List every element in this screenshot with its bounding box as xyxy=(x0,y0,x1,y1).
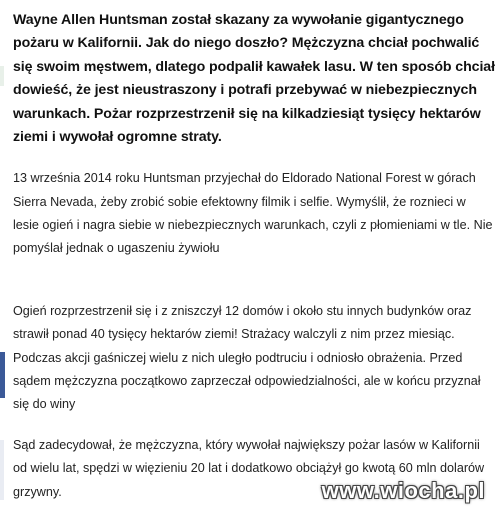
article-body xyxy=(13,0,495,504)
left-edge-accent xyxy=(0,440,4,500)
article-paragraph: 13 września 2014 roku Huntsman przyjechał do Eldorado National Forest w górach Sierra Nevada, żeby zrobić sobie efektowny filmik i selfie. Wymyślił, że roznieci w lesie ogień i nagra siebie w niebezpiecznych warunkach, czyli z płomieniami w tle. Nie pomyślał jednak o ugaszeniu żywiołu xyxy=(13,171,493,256)
left-edge-accent xyxy=(0,66,4,86)
article-paragraph: Ogień rozprzestrzenił się i z zniszczył 12 domów i około stu innych budynków oraz strawił ponad 40 tysięcy hektarów ziemi! Strażacy walczyli z nim przez miesiąc. Podczas akcji gaśniczej wielu z nich uległo podtruciu i odniosło obrażenia. Przed sądem mężczyzna początkowo zaprzeczał odpowiedzialności, ale w końcu przyznał się do winy xyxy=(13,304,481,412)
site-watermark: www.wiocha.pl xyxy=(321,478,485,503)
article-lead: Wayne Allen Huntsman został skazany za wywołanie gigantycznego pożaru w Kalifornii. Jak do niego doszło? Mężczyzna chciał pochwalić się swoim męstwem, dlatego podpalił kawałek lasu. W ten sposób chciał dowieść, że jest nieustraszony i potrafi przebywać w niebezpiecznych warunkach. Pożar rozprzestrzenił się na kilkadziesiąt tysięcy hektarów ziemi i wywołał ogromne straty. xyxy=(13,12,495,146)
share-sidebar-strip[interactable] xyxy=(0,352,5,398)
article-paragraph: Sąd zadecydował, że mężczyzna, który wywołał największy pożar lasów w Kalifornii od wielu lat, spędzi w więzieniu 20 lat i dodatkowo obciążył go kwotą 60 mln dolarów grzywny. xyxy=(13,438,485,499)
